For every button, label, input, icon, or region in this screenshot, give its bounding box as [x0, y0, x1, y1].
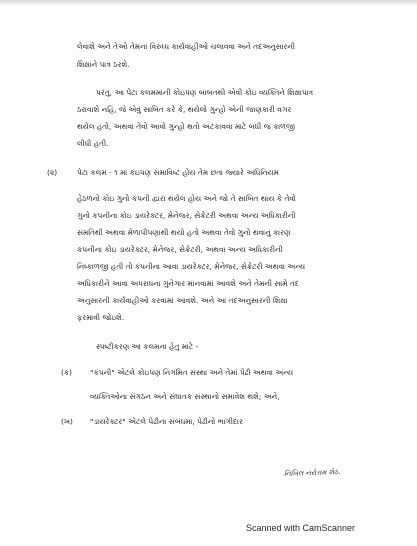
handwritten-signature: નિખિલ નરોત્તમ શેઠ. [283, 468, 341, 478]
section2-line-2: ગુનો કંપનીના કોઇ ડાયરેક્ટર, મેનેજર, સેક્રેટરી અથવા અન્ય અધિકારીની [77, 211, 296, 220]
section2-heading: પેટા કલમ - ૧ માં કંઇપણ સમાવિષ્ટ હોય તેમ છતાં જ્યારે અધિનિયમ [77, 168, 279, 177]
explanation-heading: સ્પષ્ટીકરણઃઆ કલમના હેતુ માટે - [96, 342, 199, 351]
section2-line-1: હેઠળનો કોઇ ગુનો કંપની દ્વારા થયેલ હોય અને જો તે સાબિત થાય કે તેવો [77, 194, 296, 203]
paragraph2-line-4: લીધી હતી. [77, 139, 109, 148]
section2-number: (૨) [47, 168, 58, 177]
paragraph2-line-1: પરંતુ, આ પેટા કલમમાંની કોઇપણ બાબતથી એવી કોઇ વ્યક્તિને શિક્ષાપાત્ર [96, 88, 314, 97]
definition-b-line-1: "ડાયરેક્ટર" એટલે પેઢીના સંબંધમાં, પેઢીનો ભાગીદાર [90, 417, 243, 426]
camscanner-watermark: Scanned with CamScanner [246, 523, 356, 533]
definition-a-marker: (ક) [61, 368, 72, 377]
paragraph1-line-2: શિક્ષાને પાત્ર ઠરશે. [77, 60, 130, 69]
definition-a-line-2: વ્યક્તિઓના સંગઠન અને સંઘાતક સંસ્થાનો સમાવેશ થશે; અને, [90, 392, 280, 401]
definition-a-line-1: "કંપની" એટલે કોઇપણ નિગમિત સંસ્થા અને તેમાં પેઢી અથવા અન્ય [90, 368, 294, 377]
paragraph2-line-3: થયેલ હતો, અથવા તેવો આવો ગુન્હો થતો અટકાવવા માટે બધી જ કાળજી [77, 122, 295, 131]
section2-line-5: નિષ્કાળજી હતી તો કંપનીના આવા ડાયરેક્ટર, મેનેજર, સેક્રેટરી અથવા અન્ય [77, 262, 306, 271]
definition-b-marker: (ખ) [61, 417, 73, 426]
paragraph1-line-1: લેવાશે અને તેઓ તેમના વિરુધ્ધ કાર્યવાહીઓ ચલાવવા અને તદઅનુસારની [77, 42, 296, 51]
section2-line-3: સંમતિથી અથવા મેળાપીપણાથી થયો હતો અથવા તેવો ગુનો થવાનું કારણ [77, 228, 291, 237]
section2-line-8: ફરમાવી જોઇશે. [77, 313, 125, 322]
paragraph2-line-2: ઠરાવાશે નહિ, જે એવું સાબિત કરે કે, થયેલો ગુન્હો એની જાણકારી વગર [77, 105, 292, 114]
section2-line-4: કંપનીના કોઇ ડાયરેક્ટર, મેનેજર, સેક્રેટરી, અથવા અન્ય અધિકારીની [77, 245, 283, 254]
section2-line-6: અધિકારીને આવા અપરાધના ગુનેગાર માનવામાં આવશે અને તેમની સામે તદ [77, 279, 300, 288]
page-top-edge [0, 0, 417, 6]
section2-line-7: અનુસારની કાર્યવાહીઓ કરવામાં આવશે. અને આ તદઅનુસારની શિક્ષા [77, 296, 288, 305]
